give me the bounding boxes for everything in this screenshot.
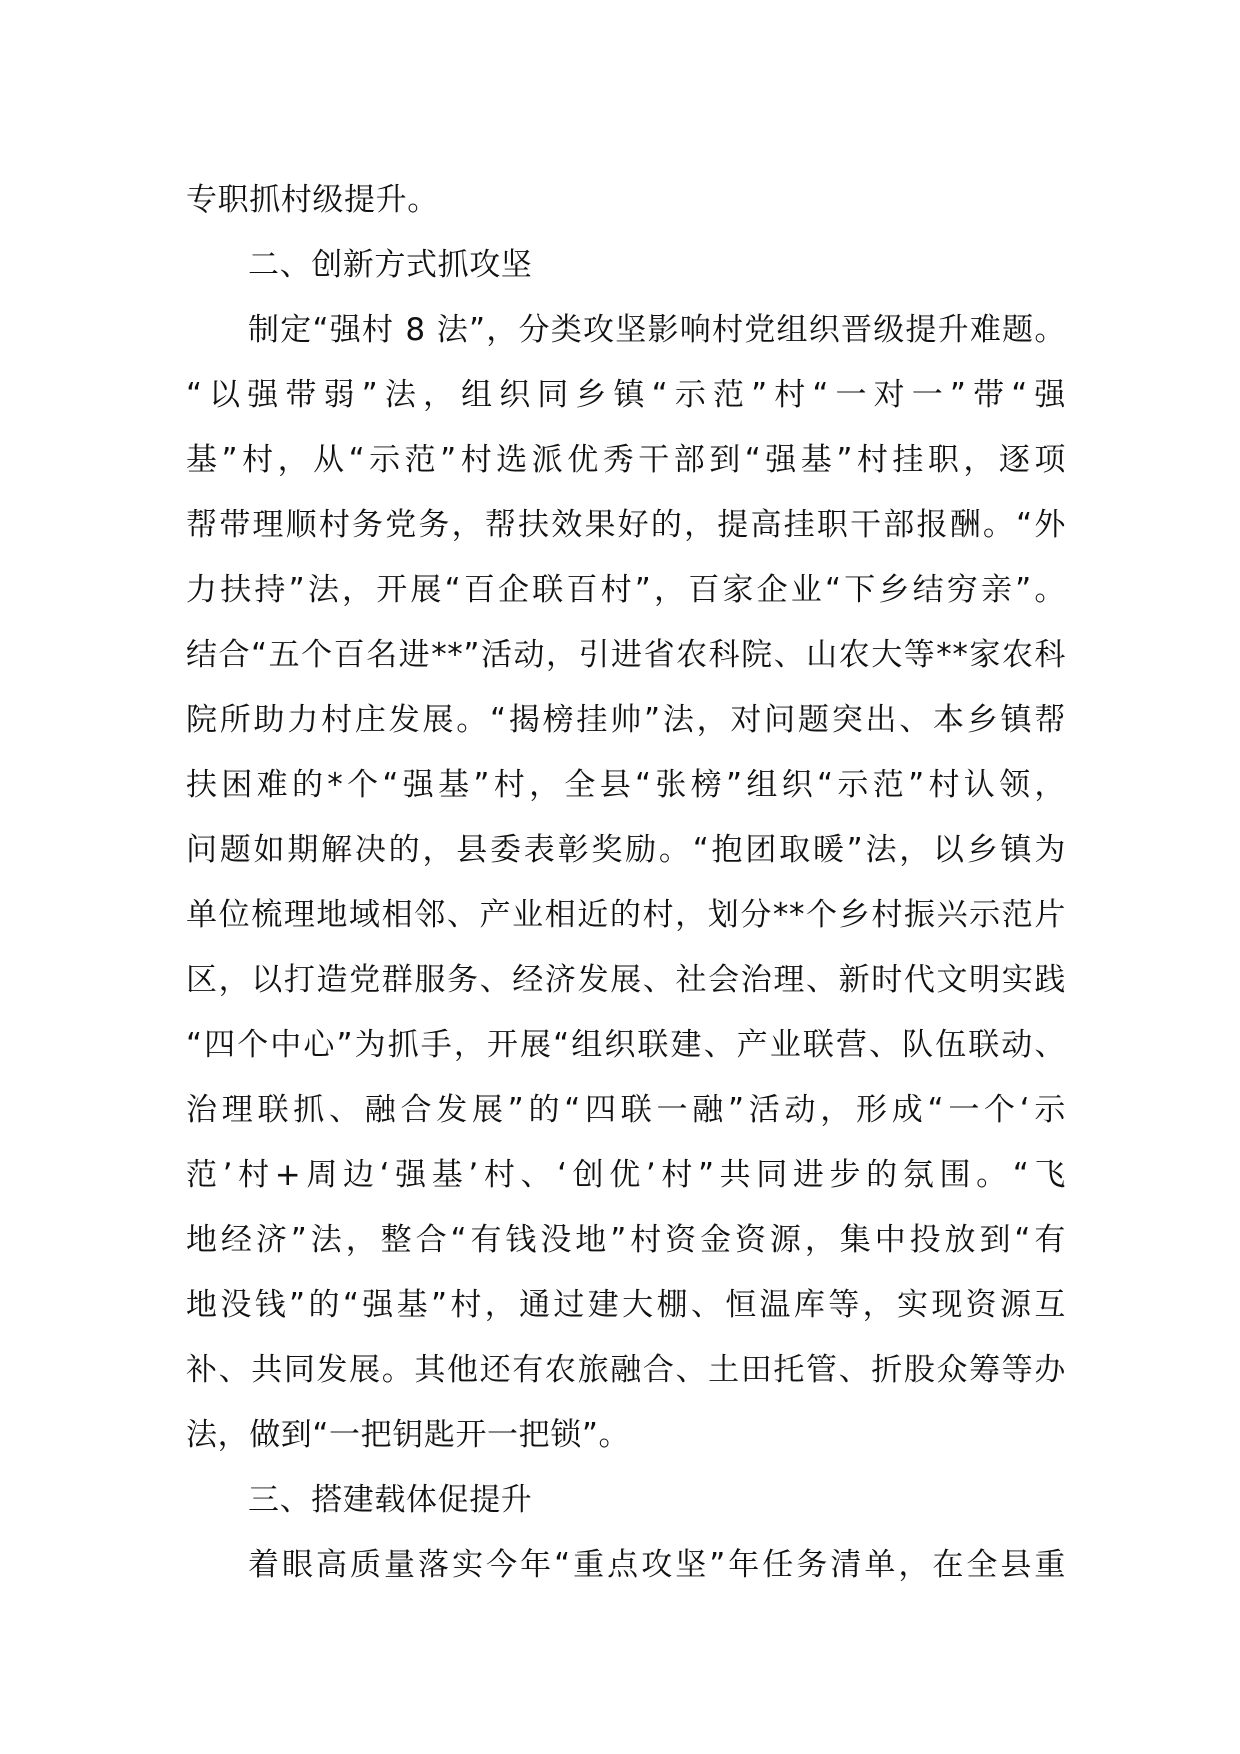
paragraph-line-14: “四个中心”为抓手，开展“组织联建、产业联营、队伍联动、 bbox=[186, 1027, 1066, 1063]
paragraph-line-11: 问题如期解决的，县委表彰奖励。“抱团取暖”法，以乡镇为 bbox=[186, 832, 1066, 868]
paragraph-line-4: “以强带弱”法，组织同乡镇“示范”村“一对一”带“强 bbox=[186, 377, 1066, 413]
paragraph-line-19: 补、共同发展。其他还有农旅融合、土田托管、折股众筹等办 bbox=[186, 1352, 1066, 1388]
text-line-1: 专职抓村级提升。 bbox=[186, 182, 439, 218]
section-heading-21: 三、搭建载体促提升 bbox=[248, 1482, 533, 1518]
paragraph-line-20: 法，做到“一把钥匙开一把锁”。 bbox=[186, 1417, 631, 1453]
paragraph-line-22: 着眼高质量落实今年“重点攻坚”年任务清单，在全县重 bbox=[248, 1547, 1066, 1583]
paragraph-line-13: 区，以打造党群服务、经济发展、社会治理、新时代文明实践 bbox=[186, 962, 1066, 998]
paragraph-line-8: 结合“五个百名进**”活动，引进省农科院、山农大等**家农科 bbox=[186, 637, 1066, 673]
paragraph-line-3: 制定“强村 8 法”，分类攻坚影响村党组织晋级提升难题。 bbox=[248, 312, 1066, 348]
paragraph-line-18: 地没钱”的“强基”村，通过建大棚、恒温库等，实现资源互 bbox=[186, 1287, 1066, 1323]
section-heading-2: 二、创新方式抓攻坚 bbox=[248, 247, 533, 283]
paragraph-line-5: 基”村，从“示范”村选派优秀干部到“强基”村挂职，逐项 bbox=[186, 442, 1066, 478]
paragraph-line-10: 扶困难的*个“强基”村，全县“张榜”组织“示范”村认领， bbox=[186, 767, 1066, 803]
paragraph-line-17: 地经济”法，整合“有钱没地”村资金资源，集中投放到“有 bbox=[186, 1222, 1066, 1258]
paragraph-line-9: 院所助力村庄发展。“揭榜挂帅”法，对问题突出、本乡镇帮 bbox=[186, 702, 1066, 738]
document-body bbox=[186, 168, 1066, 1598]
paragraph-line-12: 单位梳理地域相邻、产业相近的村，划分**个乡村振兴示范片 bbox=[186, 897, 1066, 933]
paragraph-line-16: 范’村+周边‘强基’村、‘创优’村”共同进步的氛围。“飞 bbox=[186, 1157, 1066, 1193]
paragraph-line-7: 力扶持”法，开展“百企联百村”，百家企业“下乡结穷亲”。 bbox=[186, 572, 1066, 608]
paragraph-line-15: 治理联抓、融合发展”的“四联一融”活动，形成“一个‘示 bbox=[186, 1092, 1066, 1128]
paragraph-line-6: 帮带理顺村务党务，帮扶效果好的，提高挂职干部报酬。“外 bbox=[186, 507, 1066, 543]
